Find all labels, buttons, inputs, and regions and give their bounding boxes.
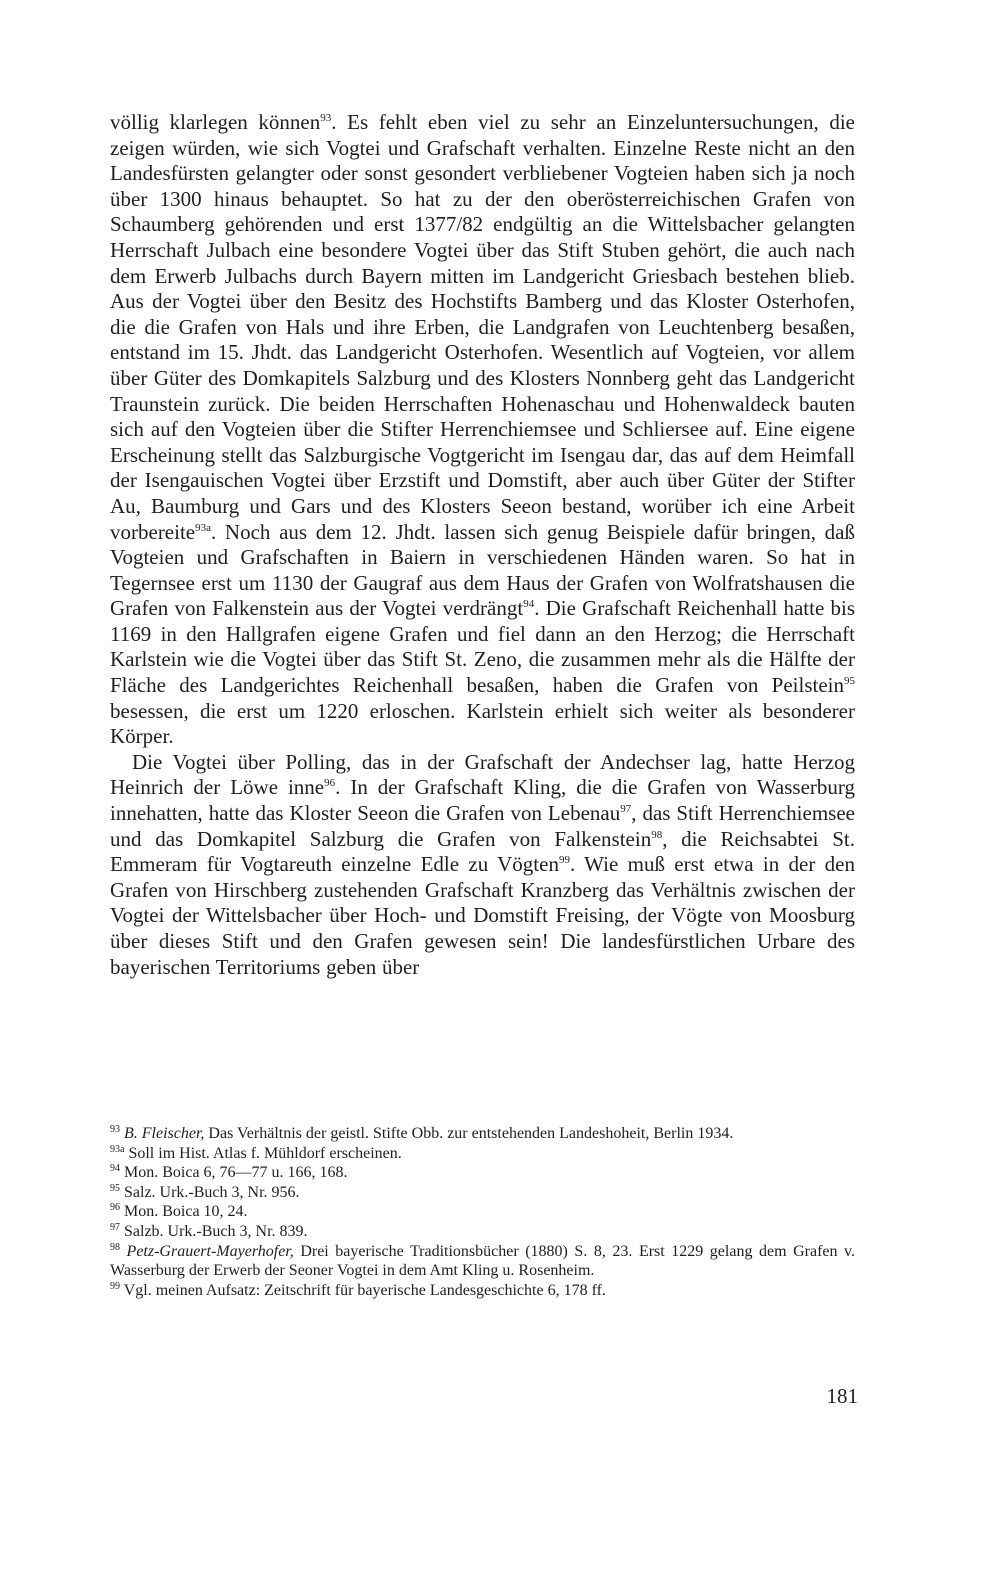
footnote-ref: 99 xyxy=(558,854,570,867)
text-run: völlig klarlegen können xyxy=(110,110,321,134)
text-run: . Wie muß erst etwa in der den Grafen von Hirschberg zustehenden Grafschaft Kranzberg das Verhältnis zwischen der Vogtei der Wittelsbacher über Hoch- und Domstift Freising, der Vögte von Moosburg über dieses Stift und den Grafen gewesen sein! Die landesfürstlichen Urbare des bayerischen Territoriums geben über xyxy=(110,852,855,979)
footnote-number: 93 xyxy=(110,1124,120,1135)
footnote-text: Salz. Urk.-Buch 3, Nr. 956. xyxy=(124,1183,300,1201)
footnote xyxy=(110,1202,855,1222)
text-run: , die Reichsabtei St. Emmeram für Vogtareuth einzelne Edle zu Vögten xyxy=(110,826,855,877)
footnote-text: Das Verhältnis der geistl. Stifte Obb. zur entstehenden Landeshoheit, Berlin 1934. xyxy=(204,1125,734,1142)
footnote-number: 94 xyxy=(110,1163,120,1175)
footnote xyxy=(110,1144,855,1164)
text-run: . Die Grafschaft Reichenhall hatte bis 1169 in den Hallgrafen eigene Grafen und fiel dann an den Herzog; die Herrschaft Karlstein wie die Vogtei über das Stift St. Zeno, die zusammen mehr als die Hälfte der Fläche des Landgerichtes Reichenhall besaßen, haben die Grafen von Peilstein xyxy=(110,596,856,698)
footnote xyxy=(110,1281,855,1301)
footnote-ref: 98 xyxy=(651,828,663,841)
footnote xyxy=(110,1222,855,1242)
footnote-ref: 96 xyxy=(324,777,336,790)
footnote-author: Petz-Grauert-Mayerhofer, xyxy=(126,1242,294,1260)
footnote-text: Soll im Hist. Atlas f. Mühldorf erscheinen. xyxy=(128,1144,402,1162)
paragraph xyxy=(110,750,855,980)
footnote-text: Drei bayerische Traditionsbücher (1880) S. 8, 23. Erst 1229 gelang dem Grafen v. Wasserburg der Erwerb der Seoner Vogtei in dem Amt Kling u. Rosenheim. xyxy=(110,1242,855,1280)
footnote-number: 98 xyxy=(110,1241,120,1253)
footnote-ref: 97 xyxy=(620,803,632,816)
footnote-author: B. Fleischer, xyxy=(124,1125,205,1142)
main-text xyxy=(110,110,855,980)
text-run: . Es fehlt eben viel zu sehr an Einzeluntersuchungen, die zeigen würden, wie sich Vogtei und Grafschaft verhalten. Einzelne Reste nicht an den Landesfürsten gelangter oder sonst gesondert verbliebener Vogteien haben sich ja noch über 1300 hinaus behauptet. So hat zu der den oberösterreichischen Grafen von Schaumberg gehörenden und erst 1377/82 endgültig an die Wittelsbacher gelangten Herrschaft Julbach eine besondere Vogtei über das Stift Stuben gehört, die auch nach dem Erwerb Julbachs durch Bayern mitten im Landgericht Griesbach bestehen blieb. Aus der Vogtei über den Besitz des Hochstifts Bamberg und das Kloster Osterhofen, die die Grafen von Hals und ihre Erben, die Landgrafen von Leuchtenberg besaßen, entstand im 15. Jhdt. das Landgericht Osterhofen. Wesentlich auf Vogteien, vor allem über Güter des Domkapitels Salzburg und des Klosters Nonnberg geht das Landgericht Traunstein zurück. Die beiden Herrschaften Hohenaschau und Hohenwaldeck bauten sich auf den Vogteien über die Stifter Herrenchiemsee und Schliersee auf. Eine eigene Erscheinung stellt das Salzburgische Vogtgericht im Isengau dar, das auf dem Heimfall der Isengauischen Vogtei über Erzstift und Domstift, aber auch über Güter der Stifter Au, Baumburg und Gars und des Klosters Seeon bestand, worüber ich eine Arbeit vorbereite xyxy=(110,110,855,544)
footnote-number: 96 xyxy=(110,1202,120,1214)
footnote-ref: 94 xyxy=(523,598,535,611)
footnote-number: 95 xyxy=(110,1182,120,1194)
footnotes xyxy=(110,1124,855,1300)
footnote-number: 93a xyxy=(110,1143,125,1155)
footnote xyxy=(110,1163,855,1183)
footnote-ref: 93a xyxy=(195,521,212,534)
text-run: Die Vogtei über Polling, das in der Grafschaft der Andechser lag, hatte Herzog Heinrich der Löwe inne xyxy=(110,749,855,800)
page-body xyxy=(110,110,855,980)
footnote-text: Mon. Boica 10, 24. xyxy=(124,1203,248,1221)
footnote-ref: 93 xyxy=(320,112,332,124)
paragraph xyxy=(110,110,855,750)
footnote-text: Mon. Boica 6, 76—77 u. 166, 168. xyxy=(124,1164,348,1182)
footnote-text: Vgl. meinen Aufsatz: Zeitschrift für bayerische Landesgeschichte 6, 178 ff. xyxy=(123,1281,606,1299)
text-run: besessen, die erst um 1220 erloschen. Karlstein erhielt sich weiter als besonderer Körper. xyxy=(110,698,855,749)
footnote-text: Salzb. Urk.-Buch 3, Nr. 839. xyxy=(124,1222,308,1240)
footnote xyxy=(110,1183,855,1203)
text-run: . In der Grafschaft Kling, die die Grafen von Wasserburg innehatten, hatte das Kloster Seeon die Grafen von Lebenau xyxy=(110,775,855,826)
page-number: 181 xyxy=(826,1384,858,1408)
footnote-number: 97 xyxy=(110,1221,120,1233)
text-run: , das Stift Herrenchiemsee und das Domkapitel Salzburg die Grafen von Falkenstein xyxy=(110,801,855,851)
footnote-ref: 95 xyxy=(844,675,855,688)
text-run: . Noch aus dem 12. Jhdt. lassen sich genug Beispiele dafür bringen, daß Vogteien und Grafschaften in Baiern in verschiedenen Händen waren. So hat in Tegernsee erst um 1130 der Gaugraf aus dem Haus der Grafen von Wolfratshausen die Grafen von Falkenstein aus der Vogtei verdrängt xyxy=(110,519,855,621)
footnote xyxy=(110,1242,855,1281)
footnote xyxy=(110,1124,855,1144)
footnote-number: 99 xyxy=(110,1280,120,1292)
